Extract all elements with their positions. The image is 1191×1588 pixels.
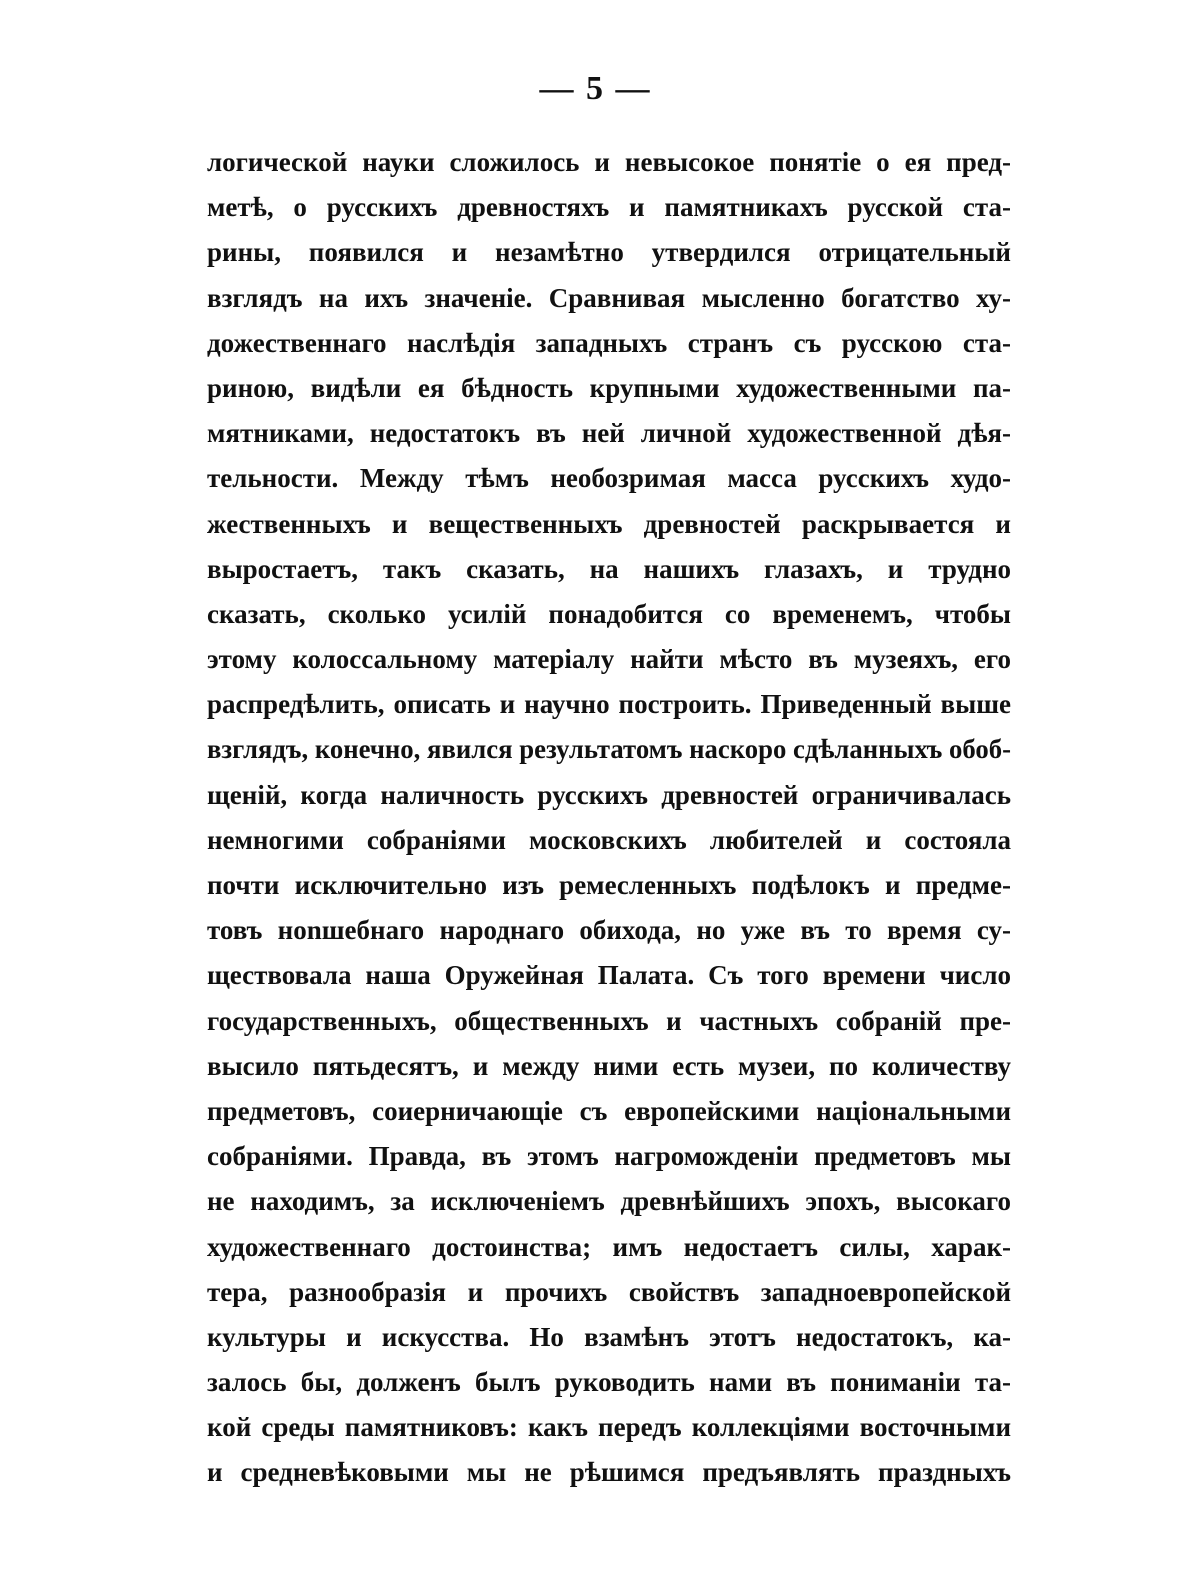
text-line: взглядъ, конечно, явился результатомъ наскоро сдѣланныхъ обоб-	[207, 734, 1011, 765]
text-line: товъ нonшебнаго народнаго обихода, но уже въ то время су-	[207, 915, 1011, 946]
body-text	[207, 140, 1011, 1496]
text-line: государственныхъ, общественныхъ и частныхъ собраній пре-	[207, 1005, 1011, 1036]
text-line: рины, появился и незамѣтно утвердился отрицательный	[207, 237, 1011, 268]
text-line: мятниками, недостатокъ въ ней личной художественной дѣя-	[207, 418, 1011, 449]
text-line: ществовала наша Оружейная Палата. Съ того времени число	[207, 960, 1011, 991]
text-line: логической науки сложилось и невысокое понятіе о ея пред-	[207, 147, 1011, 177]
text-line: взглядъ на ихъ значеніе. Сравнивая мысленно богатство ху-	[207, 282, 1011, 313]
text-line: почти исключительно изъ ремесленныхъ подѣлокъ и предме-	[207, 870, 1011, 900]
text-line: немногими собраніями московскихъ любителей и состояла	[207, 824, 1011, 855]
text-line: предметовъ, соиерничающіе съ европейскими національными	[207, 1095, 1011, 1126]
page-number: — 5 —	[539, 70, 652, 107]
text-line: этому колоссальному матеріалу найти мѣсто въ музеяхъ, его	[207, 644, 1011, 675]
text-line: риною, видѣли ея бѣдность крупными художественными па-	[207, 372, 1011, 403]
text-line: жественныхъ и вещественныхъ древностей раскрывается и	[207, 508, 1011, 539]
text-line: культуры и искусства. Но взамѣнъ этотъ недостатокъ, ка-	[207, 1321, 1011, 1352]
text-line: собраніями. Правда, въ этомъ нагроможденіи предметовъ мы	[207, 1141, 1011, 1172]
text-line: метѣ, о русскихъ древностяхъ и памятникахъ русской ста-	[207, 192, 1011, 223]
text-line: тельности. Между тѣмъ необозримая масса русскихъ худо-	[207, 463, 1011, 494]
text-line: не находимъ, за исключеніемъ древнѣйшихъ эпохъ, высокаго	[207, 1186, 1011, 1217]
text-line: кой среды памятниковъ: какъ передъ коллекціями восточными	[207, 1412, 1011, 1443]
text-line: дожественнаго наслѣдія западныхъ странъ съ русскою ста-	[207, 327, 1011, 358]
text-line: распредѣлить, описать и научно построить. Приведенный выше	[207, 689, 1011, 720]
text-line: залось бы, долженъ былъ руководить нами въ пониманіи та-	[207, 1367, 1011, 1398]
text-line: высило пятьдесятъ, и между ними есть музеи, по количеству	[207, 1050, 1011, 1081]
text-line: художественнаго достоинства; имъ недостаетъ силы, харак-	[207, 1231, 1011, 1262]
text-line: щеній, когда наличность русскихъ древностей ограничивалась	[207, 779, 1011, 810]
text-line: и средневѣковыми мы не рѣшимся предъявлять праздныхъ	[207, 1457, 1011, 1488]
text-line: сказать, сколько усилій понадобится со временемъ, чтобы	[207, 598, 1011, 629]
text-line: выростаетъ, такъ сказать, на нашихъ глазахъ, и трудно	[207, 553, 1011, 584]
text-line: тера, разнообразія и прочихъ свойствъ западноевропейской	[207, 1276, 1011, 1307]
